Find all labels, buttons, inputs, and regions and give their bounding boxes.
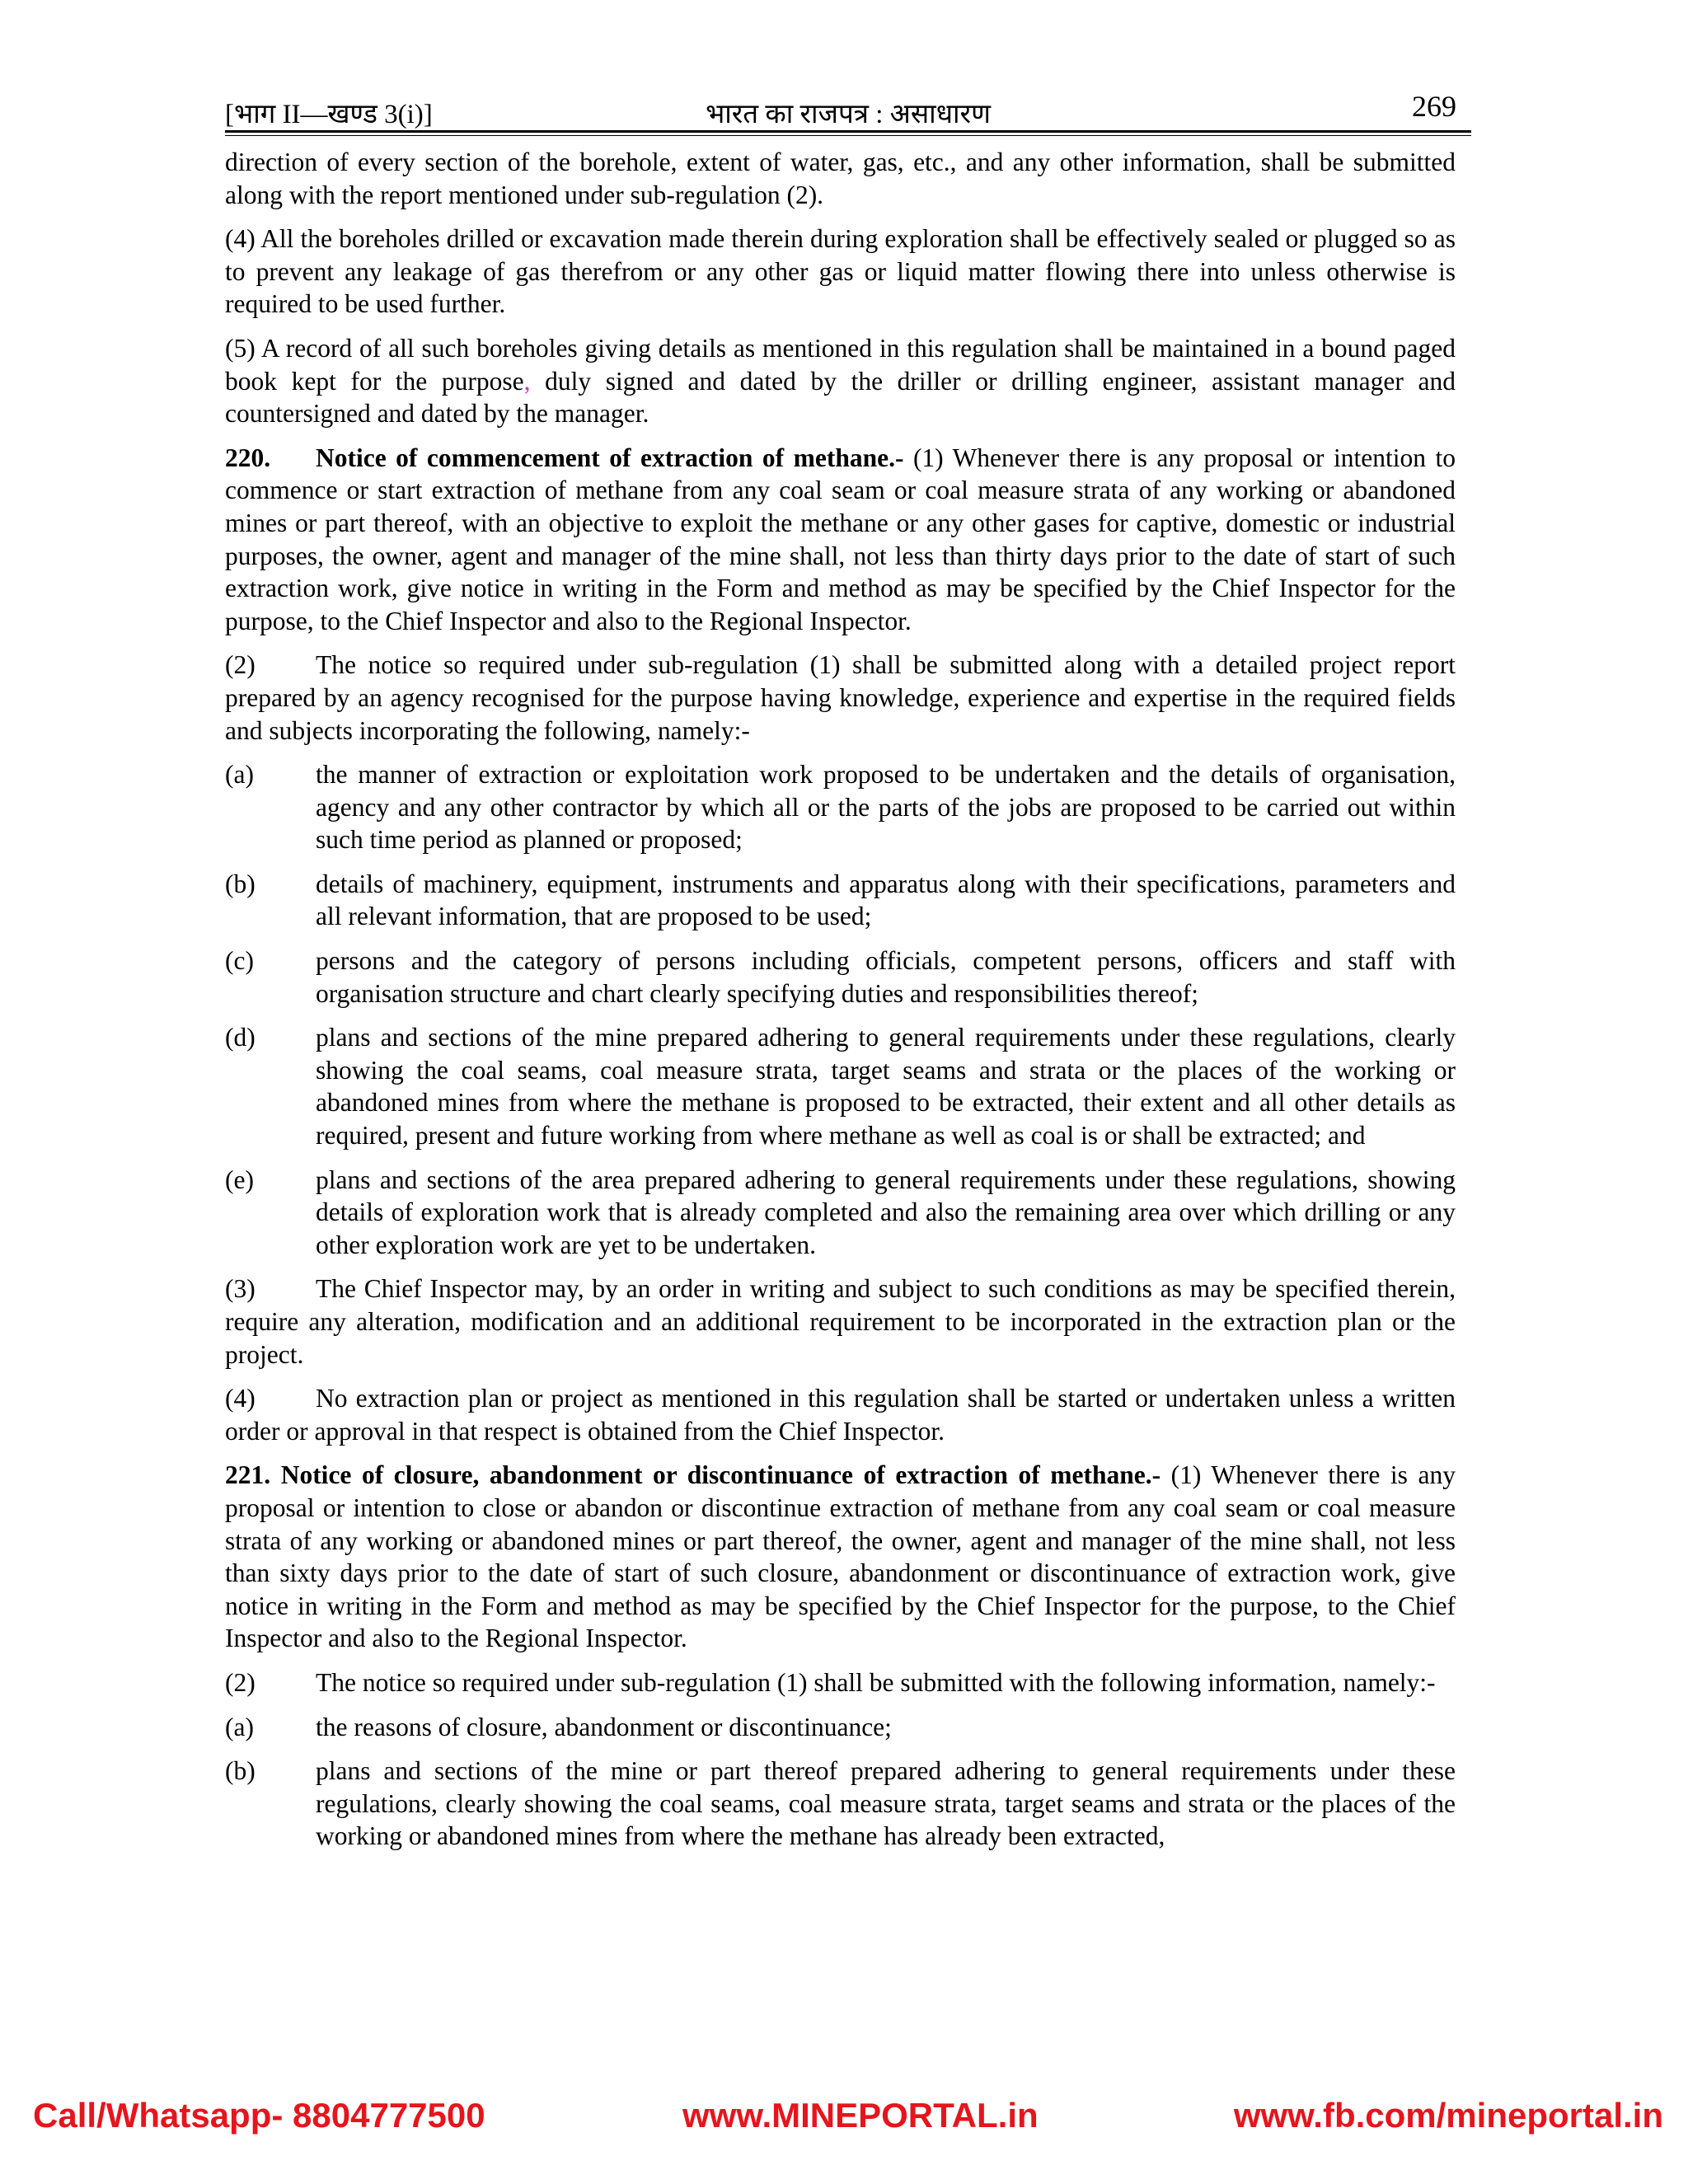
header-gazette-title: भारत का राजपत्र : असाधारण: [706, 100, 991, 129]
paragraph-5-text-b: duly signed and dated by the driller or drilling engineer, assistant manager and countersigned and dated by the manager.: [225, 366, 1456, 429]
list-item: [225, 944, 1456, 1010]
facebook-link[interactable]: www.fb.com/mineportal.in: [1233, 2096, 1663, 2135]
list-item-label: (d): [225, 1023, 256, 1052]
list-item: [225, 758, 1456, 856]
header-rule-thin: [225, 135, 1471, 136]
section-220-subreg-4: [225, 1382, 1456, 1447]
section-220-text: (1) Whenever there is any proposal or intention to commence or start extraction of methane from any coal seam or coal measure strata of any working or abandoned mines or part thereof, with an objective to exploit the methane or any other gases for captive, domestic or industrial purposes, the owner, agent and manager of the mine shall, not less than thirty days prior to the date of start of such extraction work, give notice in writing in the Form and method as may be specified by the Chief Inspector for the purpose, to the Chief Inspector and also to the Regional Inspector.: [225, 443, 1456, 635]
list-item-text: details of machinery, equipment, instruments and apparatus along with their specifications, parameters and all relevant information, that are proposed to be used;: [316, 869, 1456, 931]
list-item: [225, 868, 1456, 933]
paragraph-5-text-a: (5) A record of all such boreholes giving details as mentioned in this regulation shall be maintained in a bound paged book kept for the purpose: [225, 333, 1456, 396]
page-number: 269: [1412, 90, 1456, 123]
page-body: [225, 146, 1456, 1864]
list-item-text: plans and sections of the area prepared adhering to general requirements under these regulations, showing details of exploration work that is already completed and also the remaining area over which drilling or any other exploration work are yet to be undertaken.: [316, 1165, 1456, 1259]
section-220-number: 220.: [225, 443, 271, 472]
section-220: [225, 442, 1456, 638]
section-220-subreg-3: [225, 1272, 1456, 1371]
list-item-label: (a): [225, 1712, 254, 1741]
section-221-subreg-2: [225, 1666, 1456, 1699]
section-221-title: 221. Notice of closure, abandonment or discontinuance of extraction of methane.-: [225, 1460, 1161, 1490]
list-item: [225, 1755, 1456, 1853]
list-item-label: (c): [225, 946, 254, 976]
subreg-label: (3): [225, 1274, 256, 1304]
section-221: [225, 1459, 1456, 1655]
list-item-label: (e): [225, 1165, 254, 1194]
subreg-text: The notice so required under sub-regulation (1) shall be submitted with the following information, namely:-: [316, 1667, 1436, 1697]
list-item: [225, 1164, 1456, 1262]
list-item-label: (a): [225, 760, 254, 790]
promo-footer: [0, 2096, 1688, 2154]
header-rule-thick: [225, 130, 1471, 133]
subreg-label: (4): [225, 1384, 256, 1413]
list-item-text: the manner of extraction or exploitation work proposed to be undertaken and the details of organisation, agency and any other contractor by which all or the parts of the jobs are proposed to be carried out within such time period as planned or proposed;: [316, 760, 1456, 855]
subreg-text: The notice so required under sub-regulation (1) shall be submitted along with a detailed project report prepared by an agency recognised for the purpose having knowledge, experience and expertise in the required fields and subjects incorporating the following, namely:-: [225, 650, 1456, 745]
page-header: [225, 89, 1471, 129]
section-221-text: (1) Whenever there is any proposal or intention to close or abandon or discontinue extraction of methane from any coal seam or coal measure strata of any working or abandoned mines or part thereof, the owner, agent and manager of the mine shall, not less than sixty days prior to the date of start of such closure, abandonment or discontinuance of extraction work, give notice in writing in the Form and method as may be specified by the Chief Inspector for the purpose, to the Chief Inspector and also to the Regional Inspector.: [225, 1460, 1456, 1653]
section-220-title: Notice of commencement of extraction of methane.-: [316, 443, 904, 472]
subreg-text: The Chief Inspector may, by an order in writing and subject to such conditions as may be specified therein, require any alteration, modification and an additional requirement to be incorporated in the extraction plan or the project.: [225, 1274, 1456, 1369]
continued-paragraph: direction of every section of the borehole, extent of water, gas, etc., and any other information, shall be submitted along with the report mentioned under sub-regulation (2).: [225, 148, 1456, 209]
subreg-text: No extraction plan or project as mentioned in this regulation shall be started or undertaken unless a written order or approval in that respect is obtained from the Chief Inspector.: [225, 1384, 1456, 1446]
list-item: [225, 1711, 1456, 1744]
list-item-text: plans and sections of the mine prepared adhering to general requirements under these regulations, clearly showing the coal seams, coal measure strata, target seams and strata or the places of the working or abandoned mines from where the methane is proposed to be extracted, their extent and all other details as required, present and future working from where methane as well as coal is or shall be extracted; and: [316, 1023, 1456, 1151]
header-part-section: [भाग II—खण्ड 3(i)]: [225, 100, 433, 129]
list-item: [225, 1021, 1456, 1151]
website-link[interactable]: www.MINEPORTAL.in: [682, 2096, 1039, 2135]
list-item-text: plans and sections of the mine or part thereof prepared adhering to general requirements under these regulations, clearly showing the coal seams, coal measure strata, target seams and strata or the places of the working or abandoned mines from where the methane has already been extracted,: [316, 1756, 1456, 1851]
section-220-subreg-2: [225, 649, 1456, 747]
list-item-text: the reasons of closure, abandonment or discontinuance;: [316, 1712, 892, 1741]
paragraph-5-comma: ,: [523, 366, 531, 396]
list-item-label: (b): [225, 869, 256, 898]
list-item-label: (b): [225, 1756, 256, 1786]
contact-phone: Call/Whatsapp- 8804777500: [33, 2096, 485, 2135]
subreg-label: (2): [225, 650, 256, 680]
subreg-label: (2): [225, 1667, 256, 1697]
paragraph-5: [225, 332, 1456, 430]
list-item-text: persons and the category of persons including officials, competent persons, officers and staff with organisation structure and chart clearly specifying duties and responsibilities thereof;: [316, 946, 1456, 1008]
paragraph-4: (4) All the boreholes drilled or excavation made therein during exploration shall be effectively sealed or plugged so as to prevent any leakage of gas therefrom or any other gas or liquid matter flowing there into unless otherwise is required to be used further.: [225, 224, 1456, 319]
